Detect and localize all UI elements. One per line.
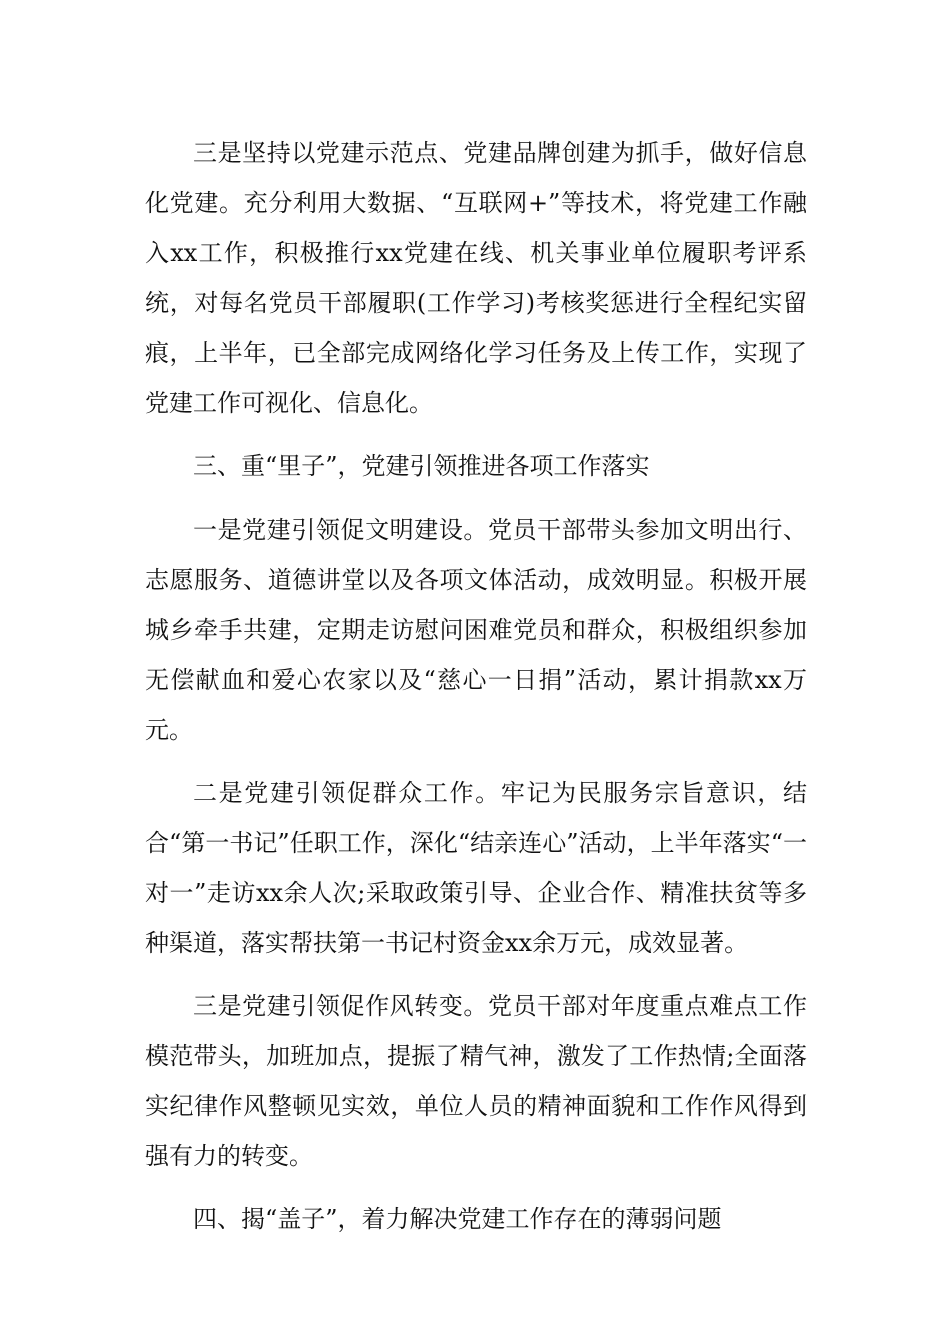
document-body bbox=[145, 128, 807, 1258]
paragraph-mass-work: 二是党建引领促群众工作。牢记为民服务宗旨意识，结合“第一书记”任职工作，深化“结亲连心”活动，上半年落实“一对一”走访xx余人次;采取政策引导、企业合作、精准扶贫等多种渠道，落实帮扶第一书记村资金xx余万元，成效显著。 bbox=[145, 779, 807, 957]
section-heading-four: 四、揭“盖子”，着力解决党建工作存在的薄弱问题 bbox=[193, 1205, 722, 1233]
section-heading-three: 三、重“里子”，党建引领推进各项工作落实 bbox=[193, 452, 650, 480]
paragraph-civilization: 一是党建引领促文明建设。党员干部带头参加文明出行、志愿服务、道德讲堂以及各项文体活动，成效明显。积极开展城乡牵手共建，定期走访慰问困难党员和群众，积极组织参加无偿献血和爱心农家以及“慈心一日捐”活动，累计捐款xx万元。 bbox=[145, 516, 807, 744]
paragraph-work-style: 三是党建引领促作风转变。党员干部对年度重点难点工作模范带头，加班加点，提振了精气神，激发了工作热情;全面落实纪律作风整顿见实效，单位人员的精神面貌和工作作风得到强有力的转变。 bbox=[145, 992, 807, 1170]
paragraph-informatization: 三是坚持以党建示范点、党建品牌创建为抓手，做好信息化党建。充分利用大数据、“互联网+”等技术，将党建工作融入xx工作，积极推行xx党建在线、机关事业单位履职考评系统，对每名党员干部履职(工作学习)考核奖惩进行全程纪实留痕，上半年，已全部完成网络化学习任务及上传工作，实现了党建工作可视化、信息化。 bbox=[145, 139, 807, 417]
